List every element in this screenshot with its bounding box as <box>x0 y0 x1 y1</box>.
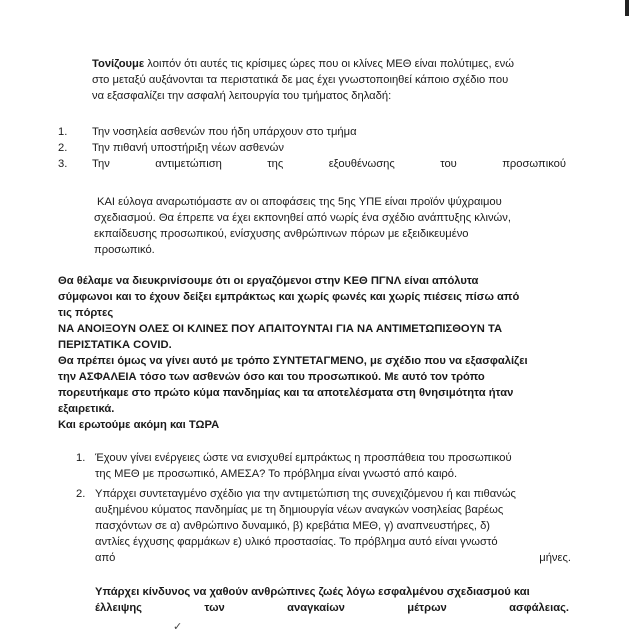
paragraph-2-line-4: προσωπικό. <box>94 244 155 256</box>
list1-item-3-text <box>92 157 566 172</box>
list2-item-1-line-1: Έχουν γίνει ενέργειες ώστε να ενισχυθεί εμπράκτως η προσπάθεια του προσωπικού <box>95 452 512 464</box>
paragraph-1-line-1 <box>92 57 514 72</box>
list2-item-1-number: 1. <box>76 452 86 464</box>
paragraph-3-line-9: εξαιρετικά. <box>58 403 115 415</box>
closing-word: έλλειψης <box>95 602 142 614</box>
list2-item-2-line-1: Υπάρχει συντεταγμένο σχέδιο για την αντιμετώπιση της συνεχιζόμενου ή και πιθανώς <box>95 488 516 500</box>
paragraph-1-lead-word: Τονίζουμε <box>92 58 145 70</box>
list1-item-3-word: Την <box>92 158 110 170</box>
paragraph-3-line-3: τις πόρτες <box>58 307 114 319</box>
paragraph-3-line-6: Θα πρέπει όμως να γίνει αυτό με τρόπο ΣΥΝΤΕΤΑΓΜΕΝΟ, με σχέδιο που να εξασφαλίζει <box>58 355 528 367</box>
paragraph-2-line-2: σχεδιασμού. Θα έπρεπε να έχει εκπονηθεί από νωρίς ένα σχέδιο ανάπτυξης κλινών, <box>94 212 511 224</box>
paragraph-3-line-8: πορευτήκαμε στο πρώτο κύμα πανδημίας και τα αποτελέσματα στη θνησιμότητα ήταν <box>58 387 514 399</box>
paragraph-2-line-3: εκπαίδευσης προσωπικού, ενίσχυσης ανθρώπινων πόρων με εξειδικευμένο <box>94 228 469 240</box>
list2-item-2-line-4: αντλίες έγχυσης φαρμάκων ε) υλικό προστασίας. Το πρόβλημα αυτό είναι γνωστό <box>95 536 498 548</box>
list2-item-2-line-5-right: μήνες. <box>539 552 571 564</box>
check-mark-icon: ✓ <box>173 621 183 633</box>
paragraph-1-line-1-text: λοιπόν ότι αυτές τις κρίσιμες ώρες που οι κλίνες ΜΕΘ είναι πολύτιμες, ενώ <box>144 58 514 70</box>
closing-word: μέτρων <box>407 602 447 614</box>
list2-item-2-line-2: αυξημένου κύματος πανδημίας με τη δημιουργία νέων αναγκών νοσηλείας βαρέως <box>95 504 504 516</box>
paragraph-3-line-1: Θα θέλαμε να διευκρινίσουμε ότι οι εργαζόμενοι στην ΚΕΘ ΠΓΝΛ είναι απόλυτα <box>58 275 479 287</box>
paragraph-1-line-3: να εξασφαλίζει την ασφαλή λειτουργία του τμήματος δηλαδή: <box>92 90 392 102</box>
closing-line-1: Υπάρχει κίνδυνος να χαθούν ανθρώπινες ζωές λόγω εσφαλμένου σχεδιασμού και <box>95 586 530 598</box>
list2-item-1-line-2: της ΜΕΘ με προσωπικό, ΑΜΕΣΑ? Το πρόβλημα είναι γνωστό από καιρό. <box>95 468 458 480</box>
list1-item-3-word: του <box>440 158 457 170</box>
list1-item-1-text: Την νοσηλεία ασθενών που ήδη υπάρχουν στο τμήμα <box>92 126 357 138</box>
list1-item-3-word: της <box>267 158 284 170</box>
list1-item-2-text: Την πιθανή υποστήριξη νέων ασθενών <box>92 142 284 154</box>
list2-item-2-number: 2. <box>76 488 86 500</box>
list1-item-3-word: προσωπικού <box>502 158 566 170</box>
paragraph-3-line-10: Και ερωτούμε ακόμη και ΤΩΡΑ <box>58 419 220 431</box>
list1-item-3-word: αντιμετώπιση <box>155 158 222 170</box>
list1-item-2-number: 2. <box>58 142 68 154</box>
paragraph-3-line-5: ΠΕΡΙΣΤΑΤΙΚΑ COVID. <box>58 339 172 351</box>
closing-word: αναγκαίων <box>287 602 345 614</box>
paragraph-3-line-2: σύμφωνοι και το έχουν δείξει εμπράκτως και χωρίς φωνές και χωρίς πιέσεις πίσω από <box>58 291 520 303</box>
paragraph-3-line-7: την ΑΣΦΑΛΕΙΑ τόσο των ασθενών όσο και του προσωπικού. Με αυτό τον τρόπο <box>58 371 485 383</box>
list1-item-1-number: 1. <box>58 126 68 138</box>
list2-item-2-line-3: πασχόντων σε α) ανθρώπινο δυναμικό, β) κρεβάτια ΜΕΘ, γ) αναπνευστήρες, δ) <box>95 520 491 532</box>
list1-item-3-word: εξουθένωσης <box>328 158 395 170</box>
closing-line-2 <box>95 601 569 616</box>
paragraph-2-line-1: ΚΑΙ εύλογα αναρωτιόμαστε αν οι αποφάσεις της 5ης ΥΠΕ είναι προϊόν ψύχραιμου <box>97 196 502 208</box>
paragraph-1-line-2: στο μεταξύ αυξάνονται τα περιστατικά δε μας έχει γνωστοποιηθεί κάποιο σχέδιο που <box>92 74 509 86</box>
scan-edge-mark <box>625 0 629 16</box>
list2-item-2-line-5-left: από <box>95 552 116 564</box>
list1-item-3-number: 3. <box>58 158 68 170</box>
closing-word: ασφάλειας. <box>509 602 569 614</box>
list2-item-2-line-5 <box>95 551 571 566</box>
paragraph-3-line-4: ΝΑ ΑΝΟΙΞΟΥΝ ΟΛΕΣ ΟΙ ΚΛΙΝΕΣ ΠΟΥ ΑΠΑΙΤΟΥΝΤΑΙ ΓΙΑ ΝΑ ΑΝΤΙΜΕΤΩΠΙΣΘΟΥΝ ΤΑ <box>58 323 503 335</box>
closing-word: των <box>204 602 225 614</box>
